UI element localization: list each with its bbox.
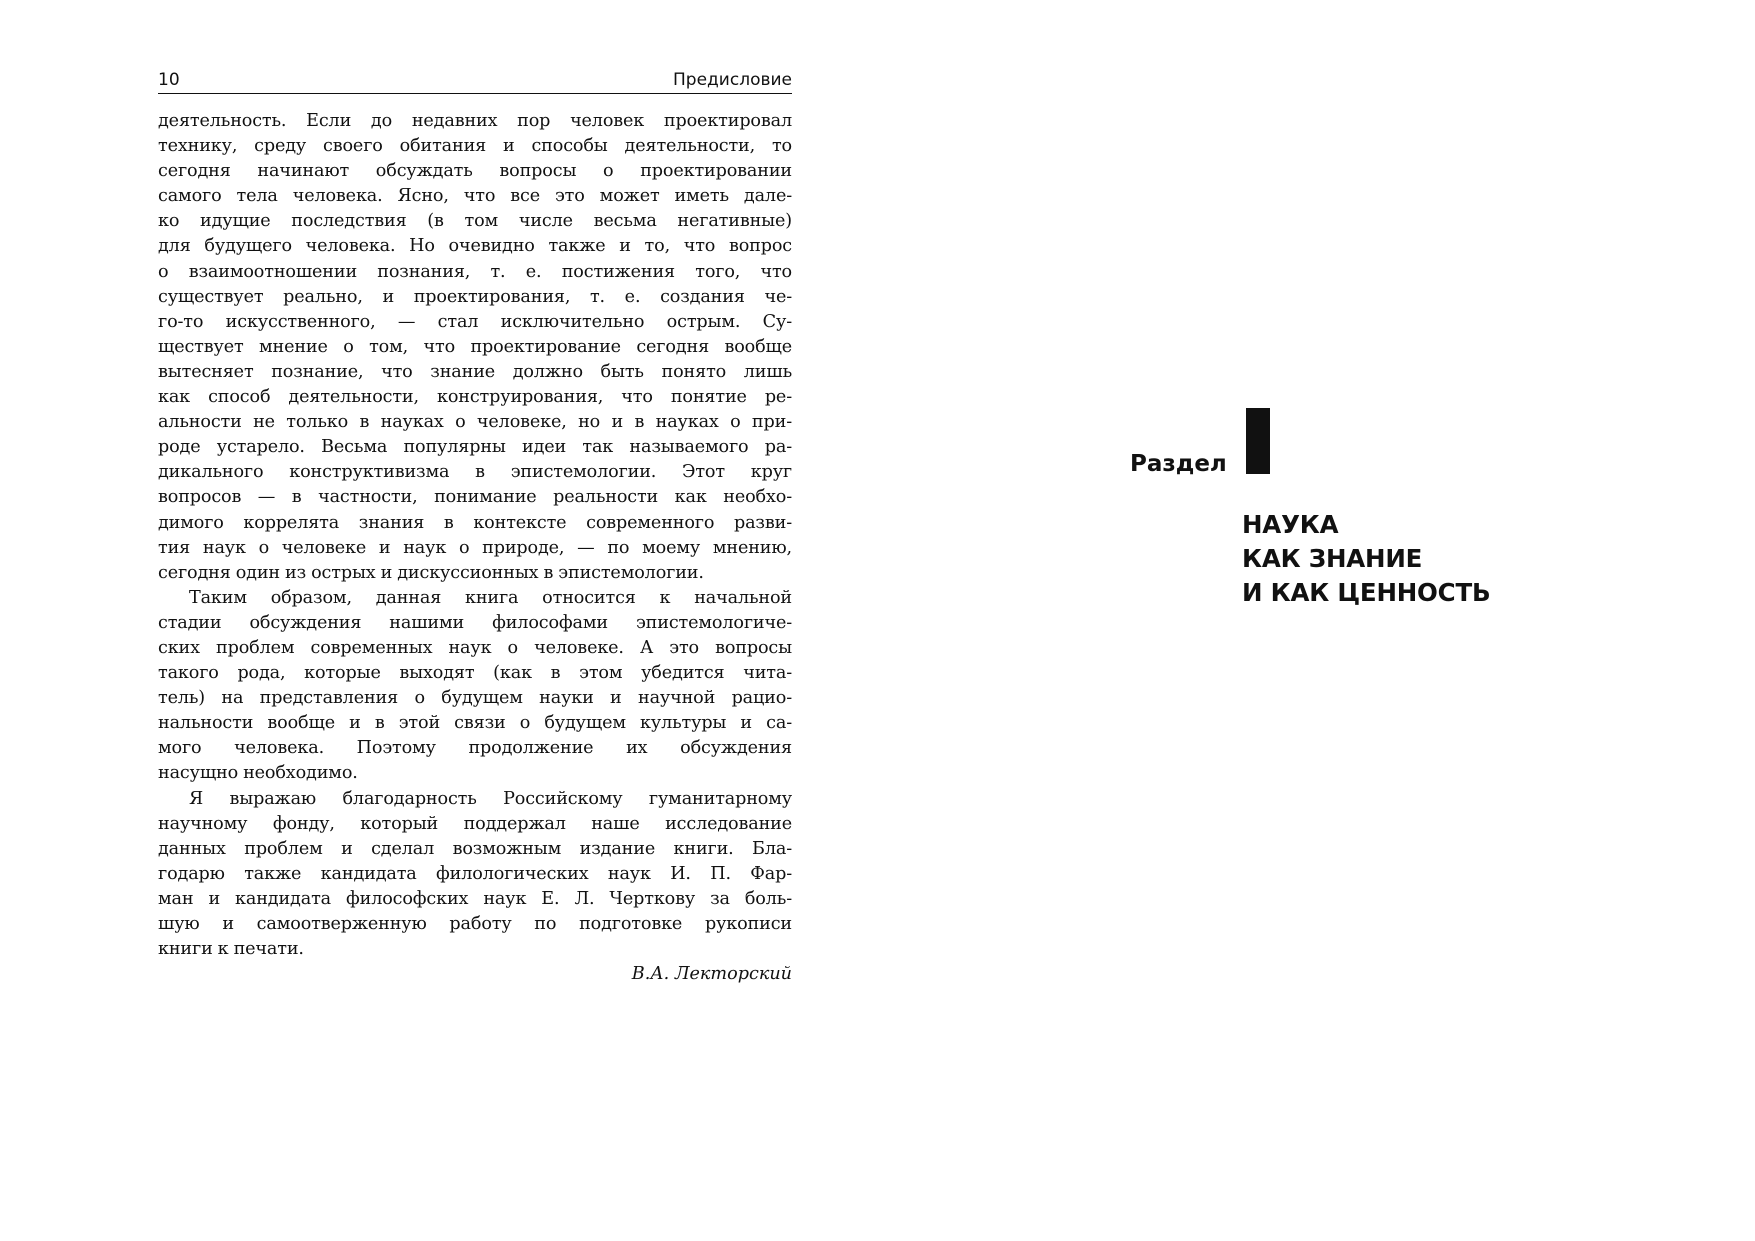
- section-title-line: НАУКА: [1242, 510, 1339, 539]
- body-text: [158, 109, 792, 962]
- text-line: мого человека. Поэтому продолжение их обсуждения: [158, 738, 792, 759]
- text-line: сегодня один из острых и дискуссионных в эпистемологии.: [158, 562, 704, 583]
- text-line: годарю также кандидата филологических наук И. П. Фар-: [158, 863, 792, 884]
- text-line: Таким образом, данная книга относится к начальной: [189, 587, 792, 608]
- section-numeral: [1246, 408, 1270, 474]
- text-line: технику, среду своего обитания и способы деятельности, то: [158, 136, 792, 157]
- text-line: существует реально, и проектирования, т. е. создания че-: [158, 286, 792, 307]
- text-line: данных проблем и сделал возможным издание книги. Бла-: [158, 838, 792, 859]
- text-line: го-то искусственного, — стал исключительно острым. Су-: [158, 311, 792, 332]
- text-line: Я выражаю благодарность Российскому гуманитарному: [189, 788, 792, 809]
- page-number: 10: [158, 70, 180, 90]
- author-signature: В.А. Лекторский: [631, 964, 792, 985]
- text-line: самого тела человека. Ясно, что все это может иметь дале-: [158, 186, 792, 207]
- text-line: книги к печати.: [158, 939, 304, 960]
- text-line: тель) на представления о будущем науки и научной рацио-: [158, 688, 792, 709]
- text-line: шую и самоотверженную работу по подготовке рукописи: [158, 914, 792, 934]
- paragraph: [158, 109, 792, 586]
- text-line: тия наук о человеке и наук о природе, — по моему мнению,: [158, 537, 792, 558]
- paragraph: [158, 586, 792, 787]
- section-title: [1242, 508, 1490, 610]
- text-line: о взаимоотношении познания, т. е. постижения того, что: [158, 261, 792, 282]
- text-line: научному фонду, который поддержал наше исследование: [158, 813, 792, 834]
- section-title-line: И КАК ЦЕННОСТЬ: [1242, 578, 1491, 607]
- text-line: вопросов — в частности, понимание реальности как необхо-: [158, 487, 792, 508]
- text-line: димого коррелята знания в контексте современного разви-: [158, 512, 792, 533]
- text-line: сегодня начинают обсуждать вопросы о проектировании: [158, 161, 792, 182]
- section-title-line: КАК ЗНАНИЕ: [1242, 544, 1423, 573]
- text-line: деятельность. Если до недавних пор человек проектировал: [158, 111, 792, 131]
- text-line: ских проблем современных наук о человеке. А это вопросы: [158, 637, 792, 658]
- paragraph: [158, 787, 792, 963]
- text-line: ман и кандидата философских наук Е. Л. Черткову за боль-: [158, 888, 792, 909]
- text-line: ко идущие последствия (в том числе весьма негативные): [158, 211, 792, 232]
- running-head: [158, 70, 792, 94]
- text-line: для будущего человека. Но очевидно также и то, что вопрос: [158, 236, 792, 257]
- text-line: дикального конструктивизма в эпистемологии. Этот круг: [158, 462, 792, 483]
- text-line: вытесняет познание, что знание должно быть понято лишь: [158, 361, 792, 382]
- text-line: стадии обсуждения нашими философами эпистемологиче-: [158, 612, 792, 633]
- text-line: нальности вообще и в этой связи о будущем культуры и са-: [158, 713, 792, 734]
- text-line: альности не только в науках о человеке, но и в науках о при-: [158, 412, 792, 433]
- text-line: роде устарело. Весьма популярны идеи так называемого ра-: [158, 437, 792, 458]
- text-line: насущно необходимо.: [158, 763, 358, 784]
- left-page: [158, 70, 792, 987]
- text-line: как способ деятельности, конструирования, что понятие ре-: [158, 387, 792, 408]
- text-line: такого рода, которые выходят (как в этом убедится чита-: [158, 663, 792, 684]
- section-label: Раздел: [1130, 451, 1227, 477]
- text-line: ществует мнение о том, что проектирование сегодня вообще: [158, 336, 792, 357]
- running-title: Предисловие: [673, 70, 792, 90]
